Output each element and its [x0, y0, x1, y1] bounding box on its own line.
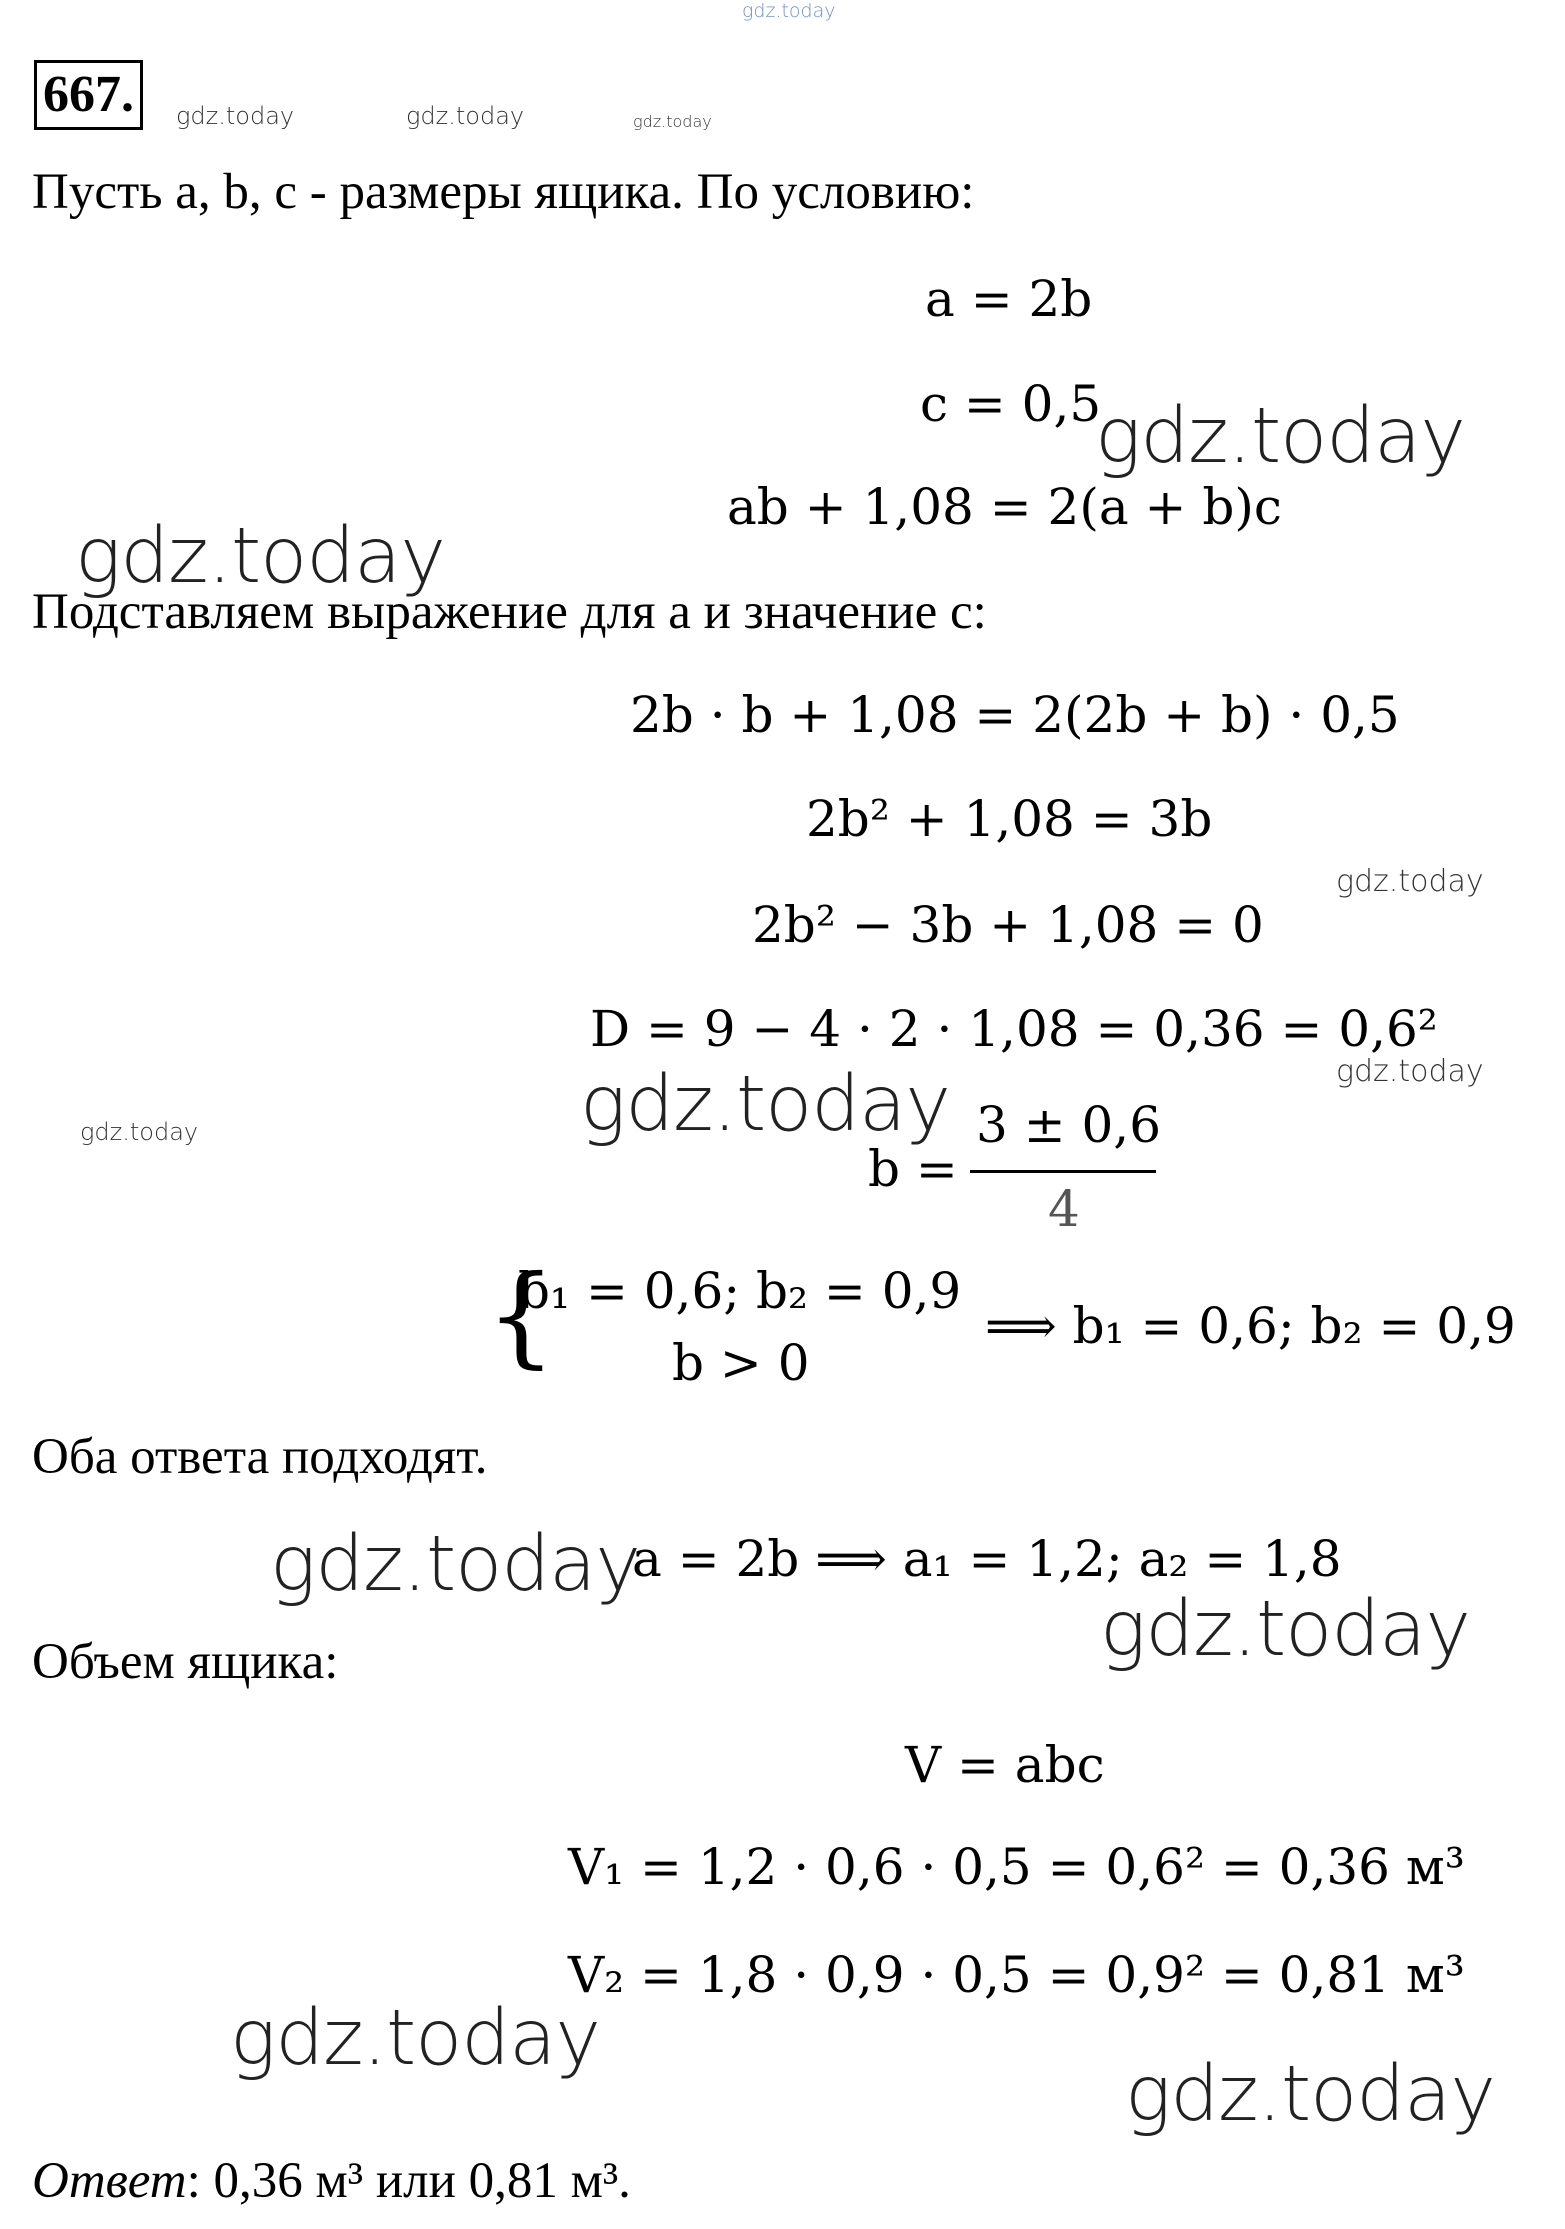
equation-4: 2b · b + 1,08 = 2(2b + b) · 0,5 [630, 686, 1400, 744]
fraction-bar [970, 1170, 1156, 1173]
watermark-small-4: gdz.today [80, 1118, 199, 1146]
equation-2: c = 0,5 [920, 375, 1102, 433]
system-brace: { [486, 1251, 556, 1379]
answer-label: Ответ [32, 2153, 187, 2209]
watermark-large-3: gdz.today [580, 1060, 950, 1149]
equation-3: ab + 1,08 = 2(a + b)c [727, 478, 1282, 536]
system-line-2: b > 0 [672, 1334, 810, 1392]
equation-10: V = abc [905, 1736, 1105, 1794]
equation-6: 2b² − 3b + 1,08 = 0 [752, 896, 1264, 954]
watermark-top: gdz.today [742, 0, 836, 22]
watermark-small-2: gdz.today [406, 102, 525, 130]
system-line-1: b₁ = 0,6; b₂ = 0,9 [518, 1262, 962, 1320]
problem-number: 667. [34, 60, 143, 130]
fraction-lhs: b = [868, 1140, 958, 1198]
system-result: ⟹ b₁ = 0,6; b₂ = 0,9 [985, 1297, 1516, 1355]
watermark-large-7: gdz.today [1125, 2050, 1495, 2139]
watermark-large-5: gdz.today [1100, 1585, 1470, 1674]
equation-7: D = 9 − 4 · 2 · 1,08 = 0,36 = 0,6² [590, 1000, 1438, 1058]
fraction-numerator: 3 ± 0,6 [976, 1096, 1162, 1154]
watermark-large-1: gdz.today [1095, 392, 1465, 481]
watermark-large-6: gdz.today [230, 1994, 600, 2083]
equation-1: a = 2b [925, 270, 1093, 328]
equation-5: 2b² + 1,08 = 3b [806, 790, 1213, 848]
equation-12: V₂ = 1,8 · 0,9 · 0,5 = 0,9² = 0,81 м³ [568, 1946, 1465, 2004]
watermark-large-4: gdz.today [270, 1520, 640, 1609]
equation-11: V₁ = 1,2 · 0,6 · 0,5 = 0,6² = 0,36 м³ [568, 1838, 1465, 1896]
answer-line [32, 2152, 631, 2210]
watermark-small-1: gdz.today [176, 102, 295, 130]
volume-text: Объем ящика: [32, 1634, 339, 1690]
intro-text: Пусть a, b, c - размеры ящика. По условию: [32, 164, 975, 220]
equation-9: a = 2b ⟹ a₁ = 1,2; a₂ = 1,8 [632, 1530, 1342, 1588]
answer-value: : 0,36 м³ или 0,81 м³. [186, 2153, 631, 2209]
watermark-mid-1: gdz.today [1336, 864, 1484, 899]
both-fit-text: Оба ответа подходят. [32, 1429, 488, 1485]
watermark-small-3: gdz.today [633, 112, 712, 131]
watermark-large-2: gdz.today [75, 512, 445, 601]
fraction-denominator: 4 [1048, 1180, 1080, 1238]
watermark-mid-2: gdz.today [1336, 1054, 1484, 1089]
substitute-text: Подставляем выражение для a и значение c: [32, 584, 987, 640]
